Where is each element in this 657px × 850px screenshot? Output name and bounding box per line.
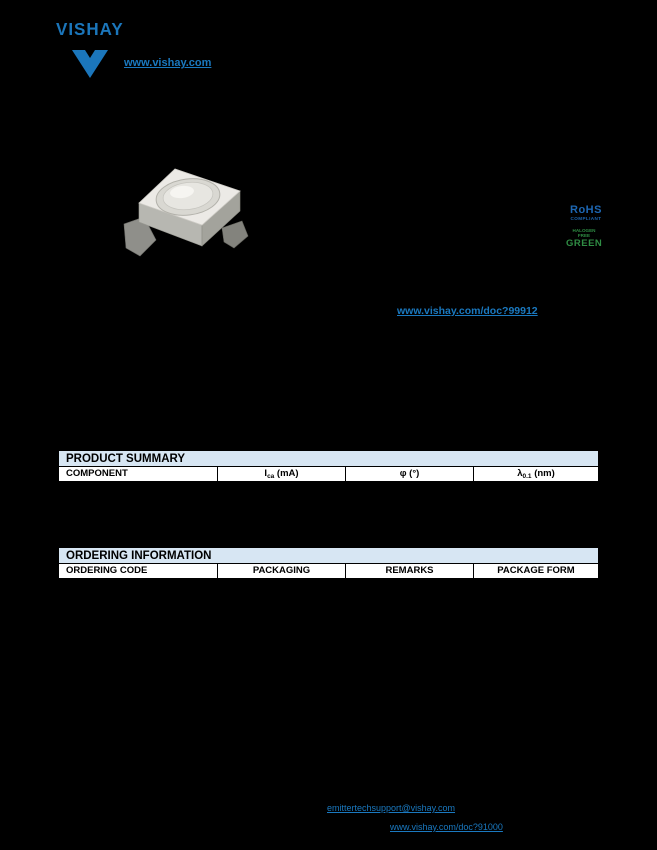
halogen-free-green-badge — [566, 229, 602, 249]
vishay-triangle-icon — [72, 50, 108, 80]
vishay-logo — [56, 20, 216, 80]
rohs-badge-subtitle: COMPLIANT — [570, 215, 602, 221]
product-summary-title: PRODUCT SUMMARY — [59, 451, 598, 467]
rohs-badge-title: RoHS — [570, 204, 602, 216]
column-header-lambda: $\lambda_{0.1}$ (nm) — [517, 468, 555, 480]
column-header-packaging: PACKAGING — [218, 564, 346, 578]
column-header-package-form: PACKAGE FORM — [497, 565, 575, 576]
column-header-remarks: REMARKS — [346, 564, 474, 578]
green-badge-title: GREEN — [566, 237, 603, 249]
contact-email-link[interactable]: emittertechsupport@vishay.com — [327, 803, 456, 813]
product-photo-smd-led — [118, 162, 252, 266]
website-link[interactable]: www.vishay.com — [124, 57, 212, 69]
product-summary-table — [57, 449, 600, 483]
ordering-information-header-row — [59, 564, 598, 578]
ordering-information-title: ORDERING INFORMATION — [59, 548, 598, 564]
column-header-ordering-code: ORDERING CODE — [59, 564, 218, 578]
rohs-compliant-badge — [566, 205, 606, 221]
column-header-phi: φ (°) — [346, 467, 474, 481]
column-header-ica: $I_{ca}$ (mA) — [218, 467, 346, 481]
ordering-information-table — [57, 546, 600, 580]
column-header-component: COMPONENT — [59, 467, 218, 481]
green-badge-subtitle: HALOGEN FREE — [572, 228, 596, 238]
product-summary-header-row — [59, 467, 598, 481]
material-categorization-link[interactable]: www.vishay.com/doc?99912 — [397, 305, 538, 317]
disclaimer-doc-link[interactable]: www.vishay.com/doc?91000 — [390, 822, 503, 832]
vishay-wordmark: VISHAY — [56, 19, 124, 40]
